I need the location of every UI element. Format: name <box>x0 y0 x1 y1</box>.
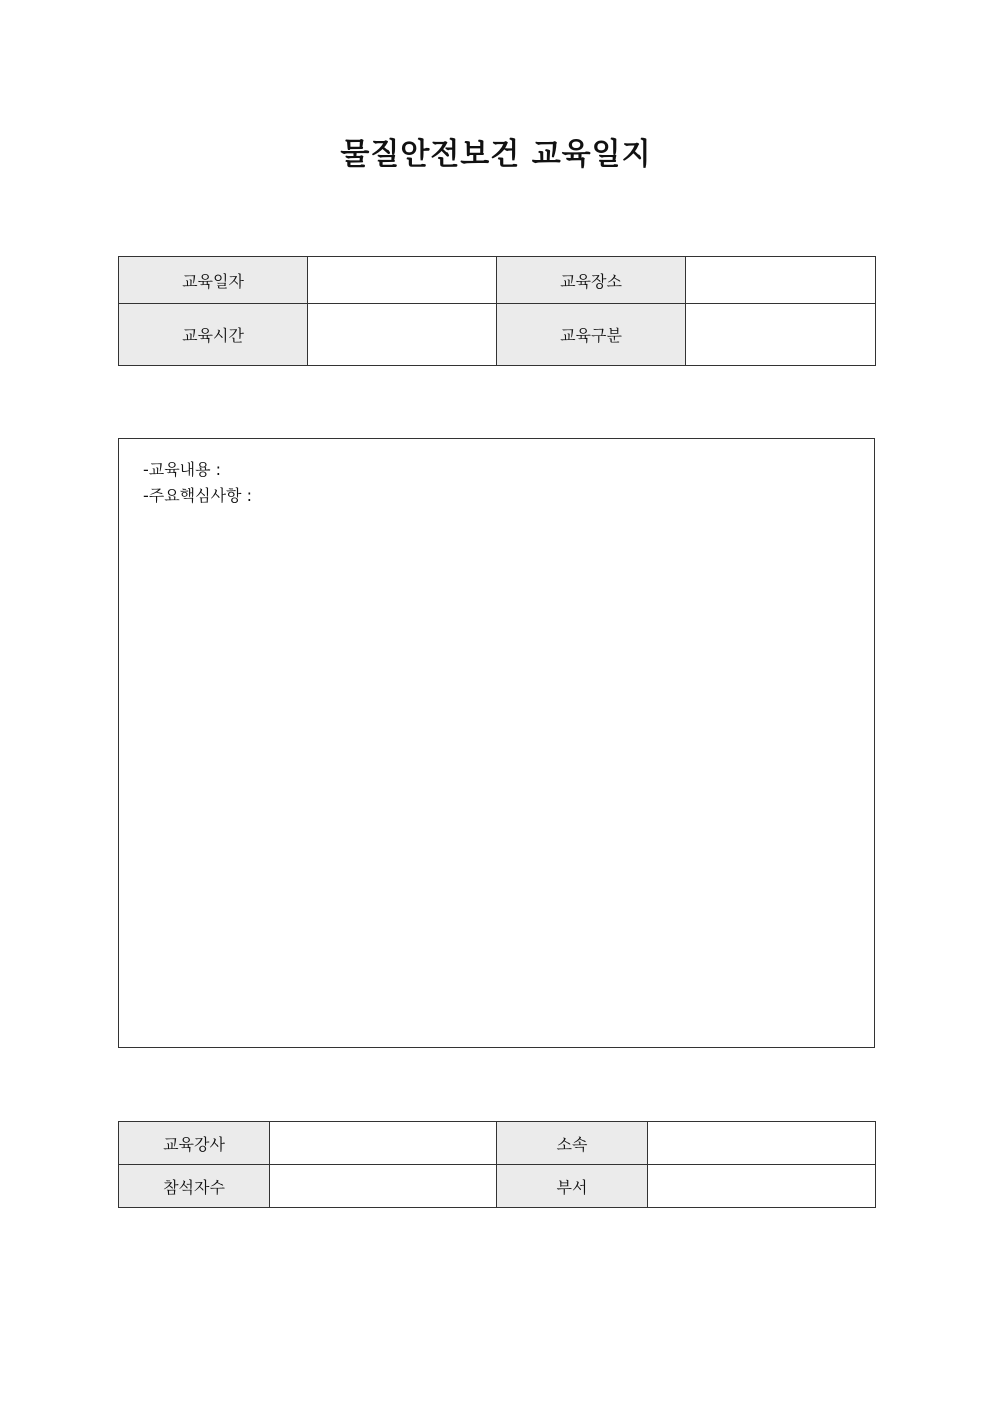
affiliation-label: 소속 <box>497 1122 648 1165</box>
education-type-field[interactable] <box>686 304 876 366</box>
education-time-label: 교육시간 <box>119 304 308 366</box>
document-title: 물질안전보건 교육일지 <box>340 137 652 172</box>
education-type-label: 교육구분 <box>497 304 686 366</box>
education-info-table <box>118 256 876 366</box>
attendees-field[interactable] <box>270 1165 497 1208</box>
education-place-field[interactable] <box>686 257 876 304</box>
key-points-label: -주요핵심사항 : <box>143 486 252 505</box>
table-row <box>119 257 876 304</box>
education-time-field[interactable] <box>308 304 497 366</box>
table-row <box>119 1122 876 1165</box>
instructor-label: 교육강사 <box>119 1122 270 1165</box>
education-content-box[interactable] <box>118 438 875 1048</box>
attendees-label: 참석자수 <box>119 1165 270 1208</box>
education-place-label: 교육장소 <box>497 257 686 304</box>
table-row <box>119 304 876 366</box>
education-topic-label: -교육내용 : <box>143 460 222 479</box>
education-date-field[interactable] <box>308 257 497 304</box>
affiliation-field[interactable] <box>648 1122 876 1165</box>
department-label: 부서 <box>497 1165 648 1208</box>
education-date-label: 교육일자 <box>119 257 308 304</box>
department-field[interactable] <box>648 1165 876 1208</box>
table-row <box>119 1165 876 1208</box>
instructor-info-table <box>118 1121 876 1208</box>
instructor-field[interactable] <box>270 1122 497 1165</box>
